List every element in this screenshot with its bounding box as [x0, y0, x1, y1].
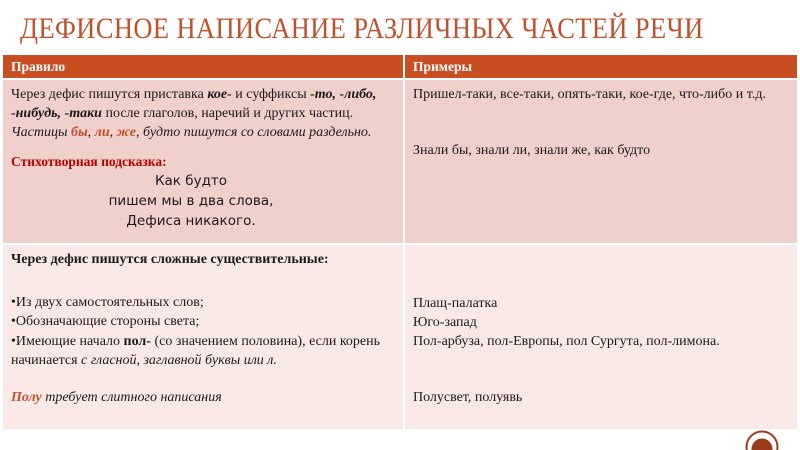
row1-rule-paragraph: Через дефис пишутся приставка кое- и суффиксы -то, -либо, -нибудь, -таки после глаголов, наречий и других частиц. — [11, 87, 377, 122]
row2-rule-heading: Через дефис пишутся сложные существительные: — [11, 252, 329, 267]
row1-example-separate-particles: Знали бы, знали ли, знали же, как будто — [413, 143, 651, 159]
table-header-examples: Примеры — [405, 55, 797, 78]
row1-rule-cell — [3, 80, 403, 243]
example-line: Полусвет, полуявь — [413, 390, 523, 406]
bullet-item: •Из двух самостоятельных слов; — [11, 295, 204, 311]
rules-table — [3, 55, 797, 429]
poem-line: пишем мы в два слова, — [108, 193, 274, 210]
row2-examples-cell — [405, 245, 797, 429]
poem-hint-label: Стихотворная подсказка: — [11, 154, 167, 170]
poem — [11, 172, 371, 231]
row2-examples-list — [413, 250, 789, 351]
row1-example-particles-suffixes: Пришел-таки, все-таки, опять-таки, кое-где, что-либо и т.д. — [413, 87, 766, 102]
poem-line: Дефиса никакого. — [126, 212, 256, 229]
table-header-rule: Правило — [3, 55, 403, 78]
row1-rule-particles: Частицы бы, ли, же, будто пишутся со словами раздельно. — [11, 125, 372, 141]
page-title: ДЕФИСНОЕ НАПИСАНИЕ РАЗЛИЧНЫХ ЧАСТЕЙ РЕЧИ — [20, 12, 704, 45]
bullet-item: •Имеющие начало пол- (со значением половина), если корень начинается с гласной, заглавной буквы или л. — [11, 333, 381, 368]
example-line: Пол-арбуза, пол-Европы, пол Сургута, пол-лимона. — [413, 334, 720, 350]
row1-examples-cell — [405, 80, 797, 243]
example-line: Юго-запад — [413, 315, 477, 331]
decorative-circle-icon — [740, 426, 784, 450]
row2-rule-bullets — [11, 293, 395, 370]
row2-rule-cell — [3, 245, 403, 429]
poem-line: Как будто — [154, 173, 228, 190]
bullet-item: •Обозначающие стороны света; — [11, 314, 200, 330]
row2-rule-note: Полу требует слитного написания — [11, 390, 222, 406]
example-line: Плащ-палатка — [413, 296, 498, 311]
